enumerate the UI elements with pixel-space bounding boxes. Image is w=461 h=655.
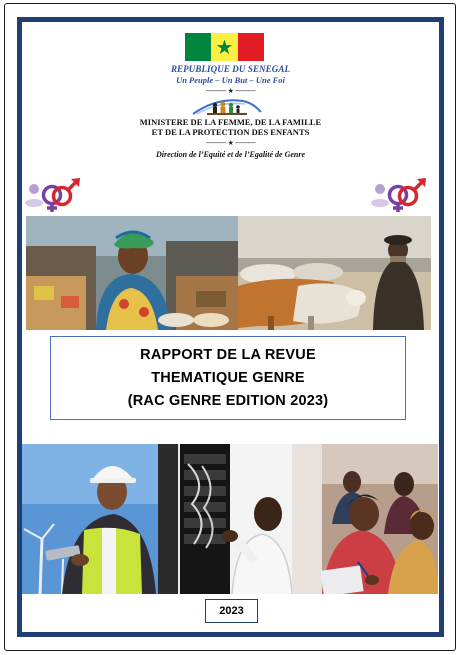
photo-engineer-woman — [22, 444, 158, 594]
photo-market-woman — [26, 216, 238, 330]
photo-server-technician — [158, 444, 292, 594]
separator: ---------- ★ ---------- — [205, 139, 256, 147]
ministry-line-2: ET DE LA PROTECTION DES ENFANTS — [151, 127, 310, 137]
gender-symbol-icon — [368, 177, 430, 213]
report-title-box — [50, 336, 406, 420]
direction-name: Direction de l’Equité et de l’Egalité de Genre — [155, 150, 306, 159]
gender-symbol-icon — [22, 177, 84, 213]
senegal-flag-icon: ★ — [185, 33, 264, 61]
report-year: 2023 — [205, 599, 258, 623]
ministry-logo-icon — [187, 95, 265, 116]
ministry-line-1: MINISTERE DE LA FEMME, DE LA FAMILLE — [139, 117, 322, 127]
photo-herder-cattle — [238, 216, 431, 330]
photo-classroom-women — [292, 444, 438, 594]
national-motto: Un Peuple – Un But – Une Foi — [176, 75, 285, 85]
title-line-2: THEMATIQUE GENRE — [151, 369, 305, 386]
separator: ---------- ★ ---------- — [205, 87, 256, 95]
ministry-name — [0, 117, 461, 137]
title-line-1: RAPPORT DE LA REVUE — [140, 346, 316, 363]
republic-name: REPUBLIQUE DU SENEGAL — [170, 64, 291, 74]
title-line-3: (RAC GENRE EDITION 2023) — [127, 392, 329, 409]
